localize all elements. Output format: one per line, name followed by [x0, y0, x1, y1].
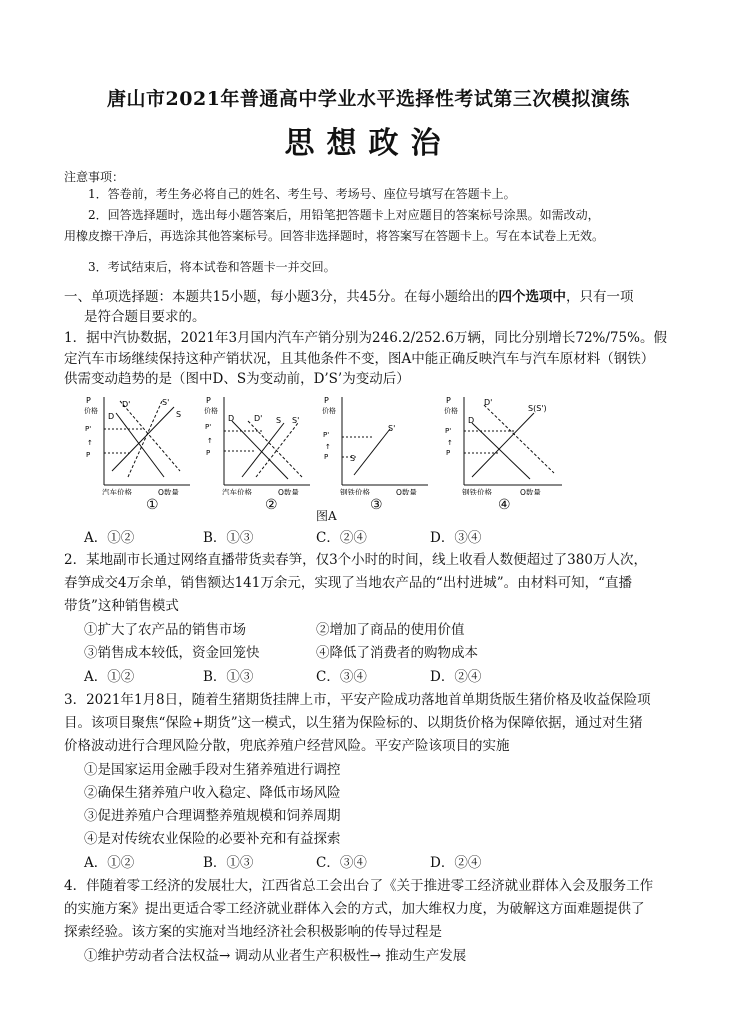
svg-text:P: P [324, 453, 329, 461]
svg-text:钢铁价格: 钢铁价格 [462, 488, 492, 495]
demand-curve [232, 421, 288, 479]
q2-item-2: ②增加了商品的使用价值 [316, 622, 465, 638]
section-heading-cont: 是符合题目要求的。 [84, 309, 206, 325]
q2-item-1: ①扩大了农产品的销售市场 [84, 622, 246, 638]
demand-curve-shifted [484, 405, 554, 473]
graph-number: ① [146, 497, 159, 513]
svg-text:D': D' [122, 400, 131, 409]
svg-text:价格: 价格 [322, 407, 336, 415]
axis-price-label: 价格 [84, 407, 98, 415]
q1-option-a[interactable]: A．①② [84, 530, 135, 546]
svg-text:S': S' [388, 424, 396, 433]
demand-curve-shifted [248, 421, 302, 477]
q3-item-2: ②确保生猪养殖户收入稳定、降低市场风险 [84, 785, 341, 801]
q2-option-c[interactable]: C．③④ [316, 669, 367, 685]
svg-text:↑: ↑ [207, 437, 213, 445]
q3-line: 3．2021年1月8日，随着生猪期货挂牌上市，平安产险成功落地首单期货版生猪价格及收益保险项 [64, 692, 651, 708]
note-item: 用橡皮擦干净后，再选涂其他答案标号。回答非选择题时，将答案写在答题卡上。写在本试卷上无效。 [64, 229, 605, 243]
svg-text:价格: 价格 [204, 407, 218, 415]
note-item: 2．回答选择题时，选出每小题答案后，用铅笔把答题卡上对应题目的答案标号涂黑。如需改动， [88, 208, 600, 222]
q1-option-b[interactable]: B．①③ [203, 530, 254, 546]
q3-line: 目。该项目聚焦“保险+期货”这一模式，以生猪为保险标的、以期货价格为保障依据，通过对生猪 [64, 715, 643, 731]
q2-option-a[interactable]: A．①② [84, 669, 135, 685]
graph-3 [320, 393, 430, 499]
graph-number: ② [265, 497, 278, 513]
q-axis-label: Q数量 [158, 488, 179, 495]
svg-text:P: P [206, 449, 211, 457]
q1-option-c[interactable]: C．②④ [316, 530, 367, 546]
q4-line: 探索经验。该方案的实施对当地经济社会积极影响的传导过程是 [64, 924, 442, 940]
q3-item-3: ③促进养殖户合理调整养殖规模和饲养周期 [84, 808, 341, 824]
q2-option-b[interactable]: B．①③ [203, 669, 254, 685]
svg-text:S: S [350, 454, 356, 463]
graph-number: ③ [370, 497, 383, 513]
exam-title: 唐山市2021年普通高中学业水平选择性考试第三次模拟演练 [107, 88, 630, 110]
q2-item-3: ③销售成本较低，资金回笼快 [84, 645, 260, 661]
supply-curve-shifted [128, 401, 162, 477]
x-axis-label: 汽车价格 [102, 488, 132, 495]
svg-text:D: D [108, 412, 115, 421]
q1-line: 定汽车市场继续保持这种产销状况，且其他条件不变，图A中能正确反映汽车与汽车原材料（钢铁） [64, 351, 655, 367]
q4-line: 4．伴随着零工经济的发展壮大，江西省总工会出台了《关于推进零工经济就业群体入会及服务工作 [64, 878, 654, 894]
q3-item-1: ①是国家运用金融手段对生猪养殖进行调控 [84, 762, 341, 778]
note-item: 3．考试结束后，将本试卷和答题卡一并交回。 [88, 260, 336, 274]
svg-text:D: D [468, 416, 475, 425]
svg-text:S(S'): S(S') [528, 404, 547, 413]
svg-text:↑: ↑ [325, 443, 331, 451]
q1-line: 供需变动趋势的是（图中D、S为变动前，D’S’为变动后） [64, 371, 410, 387]
q3-option-b[interactable]: B．①③ [203, 855, 254, 871]
svg-text:Q数量: Q数量 [278, 488, 299, 495]
demand-curve-shifted [120, 401, 180, 471]
q1-option-d[interactable]: D．③④ [430, 530, 482, 546]
q1-line: 1．据中汽协数据，2021年3月国内汽车产销分别为246.2/252.6万辆，同比分别增长72%/75%。假 [64, 330, 667, 346]
axis-p-label: P [86, 396, 91, 405]
q3-option-d[interactable]: D．②④ [430, 855, 482, 871]
svg-text:D': D' [254, 414, 263, 423]
svg-text:P: P [206, 396, 211, 405]
figure-caption: 图A [316, 509, 337, 523]
section-heading: 一、单项选择题：本题共15小题，每小题3分，共45分。在每小题给出的四个选项中，只有一项 [64, 289, 634, 305]
axis-arrow: ↑ [87, 439, 93, 447]
svg-text:Q数量: Q数量 [396, 488, 417, 495]
svg-text:P: P [324, 396, 329, 405]
graph-number: ④ [498, 497, 511, 513]
q2-line: 带货”这种销售模式 [64, 598, 179, 614]
svg-text:S': S' [292, 416, 300, 425]
svg-text:钢铁价格: 钢铁价格 [340, 488, 370, 495]
q3-option-c[interactable]: C．③④ [316, 855, 367, 871]
svg-text:D': D' [484, 398, 493, 407]
note-item: 1．答卷前，考生务必将自己的姓名、考生号、考场号、座位号填写在答题卡上。 [88, 187, 516, 201]
svg-text:价格: 价格 [444, 407, 458, 415]
q4-item-1: ①维护劳动者合法权益→ 调动从业者生产积极性→ 推动生产发展 [84, 948, 467, 964]
svg-text:D: D [228, 414, 235, 423]
svg-text:P: P [446, 396, 451, 405]
axis-pp-label: P' [85, 425, 92, 433]
notes-heading: 注意事项： [64, 170, 125, 184]
q3-option-a[interactable]: A．①② [84, 855, 135, 871]
svg-text:↑: ↑ [447, 439, 453, 447]
svg-text:P': P' [323, 431, 330, 439]
svg-text:汽车价格: 汽车价格 [222, 488, 252, 495]
supply-curve [112, 407, 174, 471]
svg-text:P': P' [445, 427, 452, 435]
q2-option-d[interactable]: D．②④ [430, 669, 482, 685]
q2-item-4: ④降低了消费者的购物成本 [316, 645, 478, 661]
svg-text:P': P' [205, 423, 212, 431]
svg-text:S': S' [162, 398, 170, 407]
q3-item-4: ④是对传统农业保险的必要补充和有益探索 [84, 831, 341, 847]
axis-p-label: P [86, 451, 91, 459]
graph-2 [202, 393, 312, 499]
graph-4 [442, 393, 572, 499]
supply-curve-shifted [256, 423, 298, 477]
q3-line: 价格波动进行合理风险分散，兜底养殖户经营风险。平安产险该项目的实施 [64, 738, 510, 754]
q4-line: 的实施方案》提出更适合零工经济就业群体入会的方式，加大维权力度，为破解这方面难题提供了 [64, 901, 645, 917]
svg-text:P: P [446, 449, 451, 457]
q2-line: 2．某地副市长通过网络直播带货卖春笋，仅3个小时的时间，线上收看人数便超过了380万人次， [64, 552, 647, 568]
svg-text:S: S [176, 410, 182, 419]
demand-curve [116, 413, 164, 477]
svg-text:S: S [276, 416, 282, 425]
graph-1 [82, 393, 192, 499]
supply-curve [354, 429, 390, 475]
q2-line: 春笋成交4万余单，销售额达141万余元，实现了当地农产品的“出村进城”。由材料可知，“直播 [64, 575, 633, 591]
svg-text:Q数量: Q数量 [520, 488, 541, 495]
subject-title: 思想政治 [284, 126, 453, 161]
